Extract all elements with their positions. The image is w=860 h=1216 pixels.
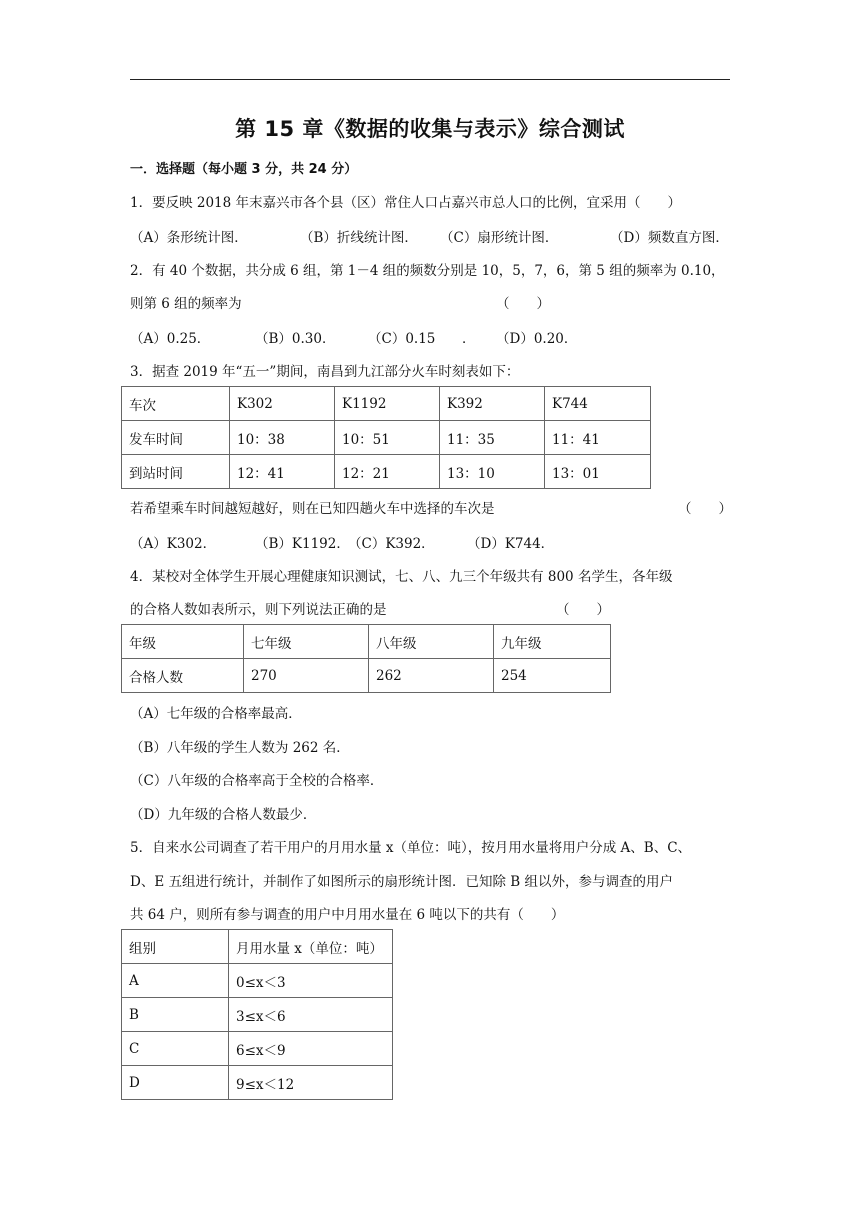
q1-option-c: （C）扇形统计图． [440,230,559,246]
q4-answer-paren: （ ） [556,602,610,618]
q2-answer-paren: （ ） [496,296,550,312]
water-usage-table [121,929,393,1100]
q4-option-c: （C）八年级的合格率高于全校的合格率． [130,773,384,789]
table-row [122,625,611,659]
q4-option-d: （D）九年级的合格人数最少． [130,807,317,823]
question-3-after: 若希望乘车时间越短越好，则在已知四趟火车中选择的车次是 [130,501,495,517]
q4-option-b: （B）八年级的学生人数为 262 名． [130,740,350,756]
grade-pass-table [121,624,611,693]
question-5-line1: 5．自来水公司调查了若干用户的月用水量 x（单位：吨），按月用水量将用户分成 A、B、C、 [130,840,692,856]
q3-option-c: （C）K392． [348,536,435,552]
question-5-line2: D、E 五组进行统计，并制作了如图所示的扇形统计图．已知除 B 组以外，参与调查的用户 [130,874,673,890]
table-cell: C [122,1032,229,1066]
table-cell: 12：21 [335,455,440,489]
page-title: 第 15 章《数据的收集与表示》综合测试 [235,117,625,141]
table-row [122,455,651,489]
table-cell: 七年级 [244,625,369,659]
table-cell: 270 [244,659,369,693]
table-cell: 3≤x＜6 [229,998,393,1032]
q1-option-a: （A）条形统计图． [130,230,248,246]
table-row [122,1066,393,1100]
table-cell: K1192 [335,387,440,421]
table-cell: 9≤x＜12 [229,1066,393,1100]
question-4-line1: 4．某校对全体学生开展心理健康知识测试，七、八、九三个年级共有 800 名学生，各年级 [130,569,673,585]
table-cell: 组别 [122,930,229,964]
table-cell: 262 [369,659,494,693]
question-5-line3: 共 64 户，则所有参与调查的用户中月用水量在 6 吨以下的共有（ ） [130,907,565,923]
table-row [122,930,393,964]
table-cell: A [122,964,229,998]
header-rule [130,79,730,80]
table-cell: 年级 [122,625,244,659]
q2-option-b: （B）0.30． [255,331,336,347]
table-cell: 到站时间 [122,455,230,489]
table-row [122,387,651,421]
q2-option-a: （A）0.25． [130,331,211,347]
table-cell: 八年级 [369,625,494,659]
table-cell: 11：35 [440,421,545,455]
table-cell: 10：38 [230,421,335,455]
table-cell: K302 [230,387,335,421]
question-1-text: 1．要反映 2018 年末嘉兴市各个县（区）常住人口占嘉兴市总人口的比例，宜采用（ ） [130,195,682,211]
table-row [122,1032,393,1066]
q3-option-a: （A）K302． [130,536,217,552]
table-cell: 10：51 [335,421,440,455]
q4-option-a: （A）七年级的合格率最高． [130,706,302,722]
table-cell: B [122,998,229,1032]
question-2-line1: 2．有 40 个数据，共分成 6 组，第 1－4 组的频数分别是 10，5，7，6，第 5 组的频率为 0.10， [130,263,725,279]
table-cell: K744 [545,387,651,421]
table-cell: 11：41 [545,421,651,455]
table-cell: 6≤x＜9 [229,1032,393,1066]
q1-option-d: （D）频数直方图． [610,230,729,246]
question-3-text: 3．据查 2019 年“五一”期间，南昌到九江部分火车时刻表如下： [130,364,520,380]
table-cell: 九年级 [494,625,611,659]
table-row [122,421,651,455]
table-cell: 13：01 [545,455,651,489]
q2-option-d: （D）0.20． [496,331,578,347]
table-cell: K392 [440,387,545,421]
table-row [122,964,393,998]
table-cell: 合格人数 [122,659,244,693]
table-cell: 12：41 [230,455,335,489]
table-cell: 月用水量 x（单位：吨） [229,930,393,964]
table-row [122,998,393,1032]
q3-option-d: （D）K744． [467,536,555,552]
table-cell: 254 [494,659,611,693]
section-heading: 一．选择题（每小题 3 分，共 24 分） [130,162,358,177]
table-cell: 13：10 [440,455,545,489]
q1-option-b: （B）折线统计图． [300,230,418,246]
table-row [122,659,611,693]
table-cell: 0≤x＜3 [229,964,393,998]
table-cell: 车次 [122,387,230,421]
question-4-line2: 的合格人数如表所示，则下列说法正确的是 [130,602,387,618]
q2-option-dot: ． [462,331,476,347]
q3-option-b: （B）K1192． [255,536,350,552]
q3-answer-paren: （ ） [678,501,732,517]
question-2-line2: 则第 6 组的频率为 [130,296,242,312]
train-timetable [121,386,651,489]
q2-option-c: （C）0.15 [368,331,436,347]
table-cell: 发车时间 [122,421,230,455]
table-cell: D [122,1066,229,1100]
